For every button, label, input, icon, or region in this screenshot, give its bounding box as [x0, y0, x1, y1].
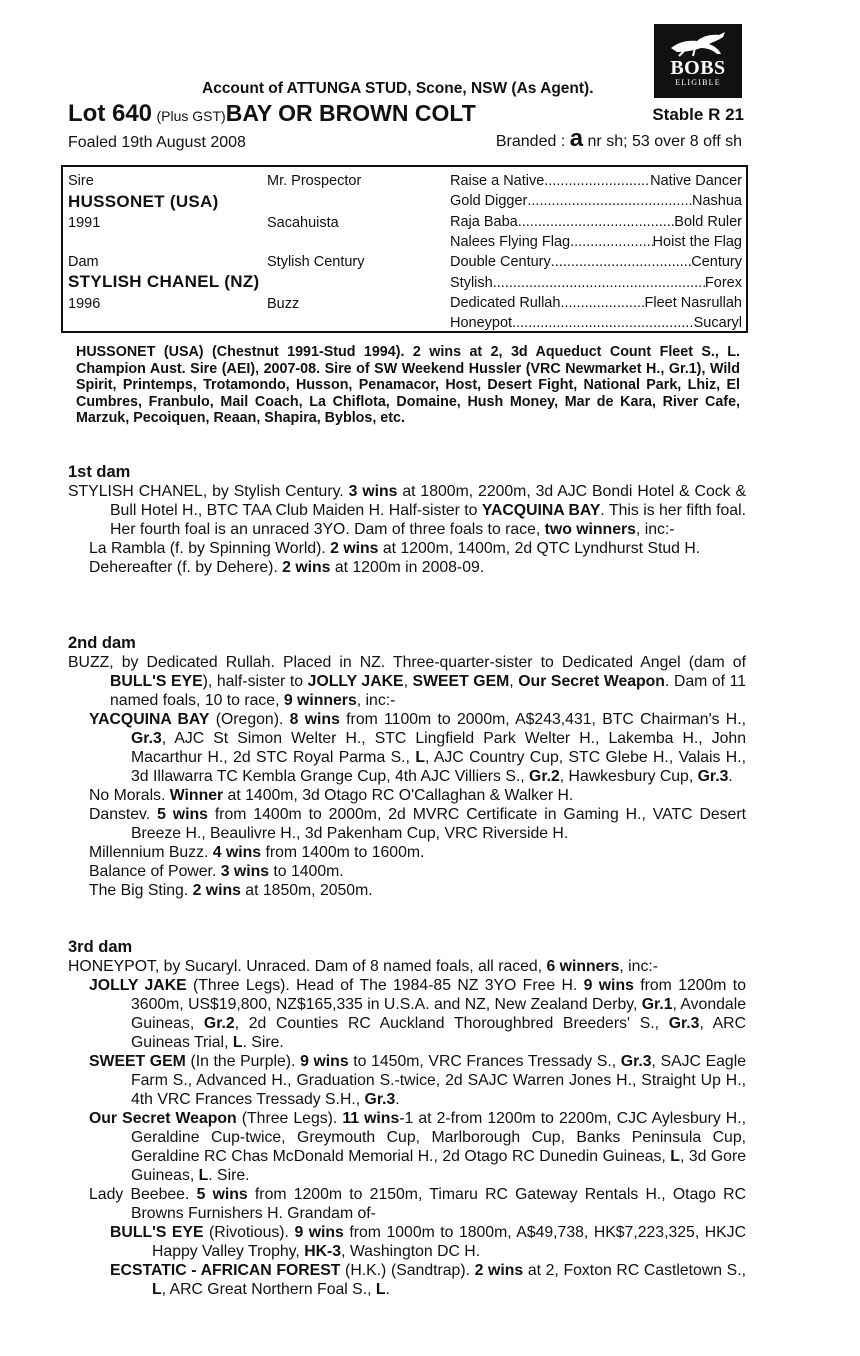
bold-run: ECSTATIC - AFRICAN FOREST [110, 1262, 341, 1279]
text-run: STYLISH CHANEL, by Stylish Century. [68, 483, 349, 500]
text-run: . Sire. [208, 1167, 250, 1184]
produce-entry [68, 1109, 746, 1185]
text-run: Lady Beebee. [89, 1186, 197, 1203]
leader-dots [518, 212, 675, 232]
bold-run: 9 wins [300, 1053, 349, 1070]
dam-heading: 3rd dam [68, 938, 133, 956]
text-run: , AJC St Simon Welter H., STC Lingfield Park Welter H., Lakemba H., John Macarthur H., 2d STC Royal Parma S., [131, 730, 746, 766]
bold-run: Gr.1 [641, 996, 673, 1013]
dam-name: STYLISH CHANEL (NZ) [68, 272, 260, 291]
dam-label: Dam [68, 254, 99, 270]
text-run: , inc:- [635, 521, 675, 538]
text-run: from 1400m to 2000m, 2d MVRC Certificate in Gaming H., VATC Desert Breeze H., Beaulivre H., 3d Pakenham Cup, VRC Riverside H. [131, 806, 746, 842]
produce-entry [68, 1261, 746, 1299]
bold-run: Gr.3 [697, 768, 729, 785]
ancestor-dam: Forex [704, 274, 742, 291]
bold-run: Gr.2 [529, 768, 560, 785]
text-run: at 1200m in 2008-09. [330, 559, 485, 576]
first-dam-section [68, 463, 746, 577]
produce-entry [68, 1052, 746, 1109]
pedigree-ancestor-row [450, 252, 742, 272]
dam-year: 1996 [68, 296, 101, 312]
bold-run: Our Secret Weapon [89, 1110, 237, 1127]
ancestor-sire: Raja Baba [450, 213, 518, 230]
dam-sire: Stylish Century [267, 254, 365, 270]
text-run: No Morals. [89, 787, 170, 804]
bold-run: 11 wins [342, 1110, 400, 1127]
text-run: The Big Sting. [89, 882, 193, 899]
bold-run: Our Secret Weapon [518, 673, 665, 690]
stable-number: Stable R 21 [652, 105, 744, 124]
pedigree-ancestor-row [450, 273, 742, 293]
text-run: , SAJC Eagle Farm S., Advanced H., Graduation S.-twice, 2d SAJC Warren Jones H., Straight Up H., 4th VRC Frances Tressady S.H., [131, 1053, 746, 1108]
text-run: , 2d Counties RC Auckland Thoroughbred Breeders' S., [234, 1015, 669, 1032]
bold-run: L [375, 1281, 386, 1298]
vendor-account: Account of ATTUNGA STUD, Scone, NSW (As Agent). [202, 80, 594, 97]
text-run: (In the Purple). [185, 1053, 301, 1070]
produce-entry [68, 786, 746, 805]
bold-run: 9 winners [283, 692, 357, 709]
produce-entry [68, 976, 746, 1052]
text-run: , ARC Great Northern Foal S., [161, 1281, 376, 1298]
sire-dam: Sacahuista [267, 215, 339, 231]
leader-dots [527, 191, 692, 211]
text-run: ), half-sister to [202, 673, 308, 690]
text-run: (Three Legs). [236, 1110, 343, 1127]
text-run: from 1100m to 2000m, A$243,431, BTC Chairman's H., [339, 711, 746, 728]
bold-run: 3 wins [220, 863, 270, 880]
text-run: , AJC Country Cup, STC Glebe H., Valais H., 3d Illawarra TC Kembla Grange Cup, 4th AJC Villiers S., [131, 749, 746, 785]
text-run: , inc:- [619, 958, 658, 975]
text-run: Dehereafter (f. by Dehere). [89, 559, 283, 576]
ancestor-sire: Nalees Flying Flag [450, 233, 571, 250]
bobs-eligible-logo [654, 24, 742, 98]
text-run: -1 at 2-from 1200m to 2200m, CJC Aylesbury H., Geraldine Cup-twice, Greymouth Cup, Marlborough Cup, Banks Peninsula Cup, Geraldine RC Chas McDonald Memorial H., 2d Otago RC Dunedin Guineas, [131, 1110, 746, 1165]
produce-entry [68, 558, 746, 577]
leader-dots [512, 313, 694, 333]
text-run: from 1000m to 1800m, A$49,738, HK$7,223,325, HKJC Happy Valley Trophy, [152, 1224, 746, 1260]
bold-run: BULL'S EYE [110, 673, 203, 690]
text-run: , [509, 673, 519, 690]
leader-dots [544, 171, 650, 191]
text-run: to 1450m, VRC Frances Tressady S., [348, 1053, 621, 1070]
bold-run: 3 wins [348, 483, 398, 500]
bold-run: 2 wins [282, 559, 331, 576]
bold-run: YACQUINA BAY [481, 502, 601, 519]
bold-run: HK-3 [304, 1243, 342, 1260]
text-run: HONEYPOT, by Sucaryl. Unraced. Dam of 8 named foals, all raced, [68, 958, 547, 975]
text-run: BUZZ, by Dedicated Rullah. Placed in NZ. Three-quarter-sister to Dedicated Angel (dam of [68, 654, 746, 671]
bold-run: Gr.3 [131, 730, 162, 747]
leader-dots [560, 293, 644, 313]
bold-run: L [670, 1148, 680, 1165]
dam-paragraph [68, 653, 746, 710]
bold-run: Gr.3 [620, 1053, 652, 1070]
bold-run: 2 wins [192, 882, 241, 899]
text-run: (Rivotious). [203, 1224, 295, 1241]
bold-run: Winner [169, 787, 224, 804]
third-dam-section [68, 938, 746, 1299]
ancestor-dam: Fleet Nasrullah [644, 294, 742, 311]
bold-run: 4 wins [212, 844, 262, 861]
sire-name: HUSSONET (USA) [68, 192, 219, 211]
second-dam-section [68, 634, 746, 900]
bold-run: 9 wins [583, 977, 634, 994]
text-run: , inc:- [356, 692, 396, 709]
bold-run: 2 wins [474, 1262, 524, 1279]
bold-run: SWEET GEM [89, 1053, 186, 1070]
leader-dots [570, 232, 652, 252]
text-run: . [395, 1091, 400, 1108]
text-run: Millennium Buzz. [89, 844, 213, 861]
text-run: , Washington DC H. [341, 1243, 481, 1260]
bold-run: JOLLY JAKE [89, 977, 187, 994]
text-run: (Oregon). [209, 711, 290, 728]
logo-subtitle: ELIGIBLE [675, 78, 721, 87]
bold-run: BULL'S EYE [110, 1224, 204, 1241]
bold-run: two winners [544, 521, 636, 538]
bold-run: L [415, 749, 425, 766]
foaled-date: Foaled 19th August 2008 [68, 134, 246, 151]
text-run: , Hawkesbury Cup, [559, 768, 698, 785]
ancestor-dam: Nashua [692, 193, 742, 210]
ancestor-sire: Gold Digger [450, 193, 528, 210]
bold-run: L [232, 1034, 243, 1051]
pedigree-ancestor-row [450, 171, 742, 191]
bold-run: 5 wins [196, 1186, 248, 1203]
text-run: . [385, 1281, 390, 1298]
produce-entry [68, 710, 746, 786]
ancestor-sire: Double Century [450, 254, 551, 271]
text-run: (Three Legs). Head of The 1984-85 NZ 3YO Free H. [186, 977, 584, 994]
text-run: at 1400m, 3d Otago RC O'Callaghan & Walker H. [223, 787, 574, 804]
dam-dam: Buzz [267, 296, 300, 312]
text-run: . Sire. [242, 1034, 284, 1051]
branded-details: nr sh; 53 over 8 off sh [587, 133, 742, 150]
text-run: . Dam of 11 named foals, 10 to race, [110, 673, 747, 709]
text-run: Balance of Power. [89, 863, 221, 880]
produce-entry [68, 805, 746, 843]
text-run: , [403, 673, 413, 690]
bold-run: Gr.3 [668, 1015, 700, 1032]
pedigree-ancestor-row [450, 191, 742, 211]
pedigree-ancestor-row [450, 293, 742, 313]
ancestor-dam: Century [691, 254, 742, 271]
ancestor-dam: Hoist the Flag [652, 233, 742, 250]
text-run: to 1400m. [269, 863, 344, 880]
horse-icon [667, 28, 729, 58]
bold-run: 6 winners [546, 958, 620, 975]
bold-run: 8 wins [289, 711, 340, 728]
produce-entry [68, 862, 746, 881]
sire-year: 1991 [68, 215, 101, 231]
text-run: , Avondale Guineas, [131, 996, 746, 1032]
lot-line [68, 100, 744, 128]
pedigree-ancestor-row [450, 313, 742, 333]
text-run: , ARC Guineas Trial, [131, 1015, 746, 1051]
dam-paragraph [68, 957, 746, 976]
pedigree-table [61, 165, 748, 333]
leader-dots [493, 273, 705, 293]
text-run: La Rambla (f. by Spinning World). [89, 540, 331, 557]
bold-run: 9 wins [294, 1224, 344, 1241]
text-run: . This is her fifth foal. Her fourth foal is an unraced 3YO. Dam of three foals to race, [110, 502, 746, 538]
dam-heading: 2nd dam [68, 634, 136, 652]
gst-note: (Plus GST) [156, 108, 226, 124]
logo-title: BOBS [670, 57, 726, 79]
lot-number: Lot 640 [68, 100, 153, 127]
branded-label: Branded : [495, 133, 566, 150]
bold-run: L [152, 1281, 162, 1298]
leader-dots [551, 252, 691, 272]
bold-run: 5 wins [157, 806, 208, 823]
ancestor-dam: Sucaryl [693, 315, 742, 332]
text-run: . [728, 768, 733, 785]
sire-sire: Mr. Prospector [267, 173, 362, 189]
brand-mark: a [569, 125, 584, 152]
produce-entry [68, 1223, 746, 1261]
text-run: (H.K.) (Sandtrap). [340, 1262, 475, 1279]
dam-paragraph [68, 482, 746, 539]
dam-heading: 1st dam [68, 463, 131, 481]
bold-run: L [198, 1167, 209, 1184]
text-run: from 1400m to 1600m. [261, 844, 425, 861]
bold-run: Gr.3 [364, 1091, 396, 1108]
pedigree-ancestor-row [450, 212, 742, 232]
bold-run: SWEET GEM [412, 673, 510, 690]
bold-run: 2 wins [330, 540, 379, 557]
ancestor-sire: Honeypot [450, 315, 513, 332]
bold-run: YACQUINA BAY [89, 711, 210, 728]
text-run: from 1200m to 3600m, US$19,800, NZ$165,335 in U.S.A. and NZ, New Zealand Derby, [131, 977, 746, 1013]
text-run: at 2, Foxton RC Castletown S., [523, 1262, 746, 1279]
text-run: at 1850m, 2050m. [240, 882, 373, 899]
text-run: at 1800m, 2200m, 3d AJC Bondi Hotel & Cock & Bull Hotel H., BTC TAA Club Maiden H. Half-sister to [110, 483, 746, 519]
sire-label: Sire [68, 173, 94, 189]
bold-run: JOLLY JAKE [307, 673, 404, 690]
produce-entry [68, 1185, 746, 1223]
ancestor-sire: Stylish [450, 274, 493, 291]
text-run: at 1200m, 1400m, 2d QTC Lyndhurst Stud H. [378, 540, 701, 557]
text-run: , 3d Gore Guineas, [131, 1148, 747, 1184]
bold-run: Gr.2 [203, 1015, 235, 1032]
ancestor-sire: Dedicated Rullah [450, 294, 561, 311]
text-run: from 1200m to 2150m, Timaru RC Gateway Rentals H., Otago RC Browns Furnishers H. Grandam of- [131, 1186, 746, 1222]
produce-entry [68, 539, 746, 558]
branded-info [495, 125, 742, 152]
sire-summary: HUSSONET (USA) (Chestnut 1991-Stud 1994). 2 wins at 2, 3d Aqueduct Count Fleet S., L. Champion Aust. Sire (AEI), 2007-08. Sire of SW Weekend Hussler (VRC Newmarket H., Gr.1), Wild Spirit, Printemps, Trotamondo, Husson, Penamacor, Host, Desert Fight, National Park, Lhiz, El Cumbres, Franbulo, Mail Coach, La Chiflota, Domaine, Hush Money, Mar de Kara, River Cafe, Marzuk, Pecoiquen, Reaan, Shapira, Byblos, etc. [76, 344, 740, 426]
text-run: Danstev. [89, 806, 158, 823]
ancestor-dam: Native Dancer [650, 173, 742, 189]
produce-entry [68, 843, 746, 862]
lot-title: BAY OR BROWN COLT [225, 100, 476, 126]
ancestor-sire: Raise a Native [450, 173, 545, 189]
pedigree-ancestor-row [450, 232, 742, 252]
produce-entry [68, 881, 746, 900]
ancestor-dam: Bold Ruler [674, 213, 742, 230]
